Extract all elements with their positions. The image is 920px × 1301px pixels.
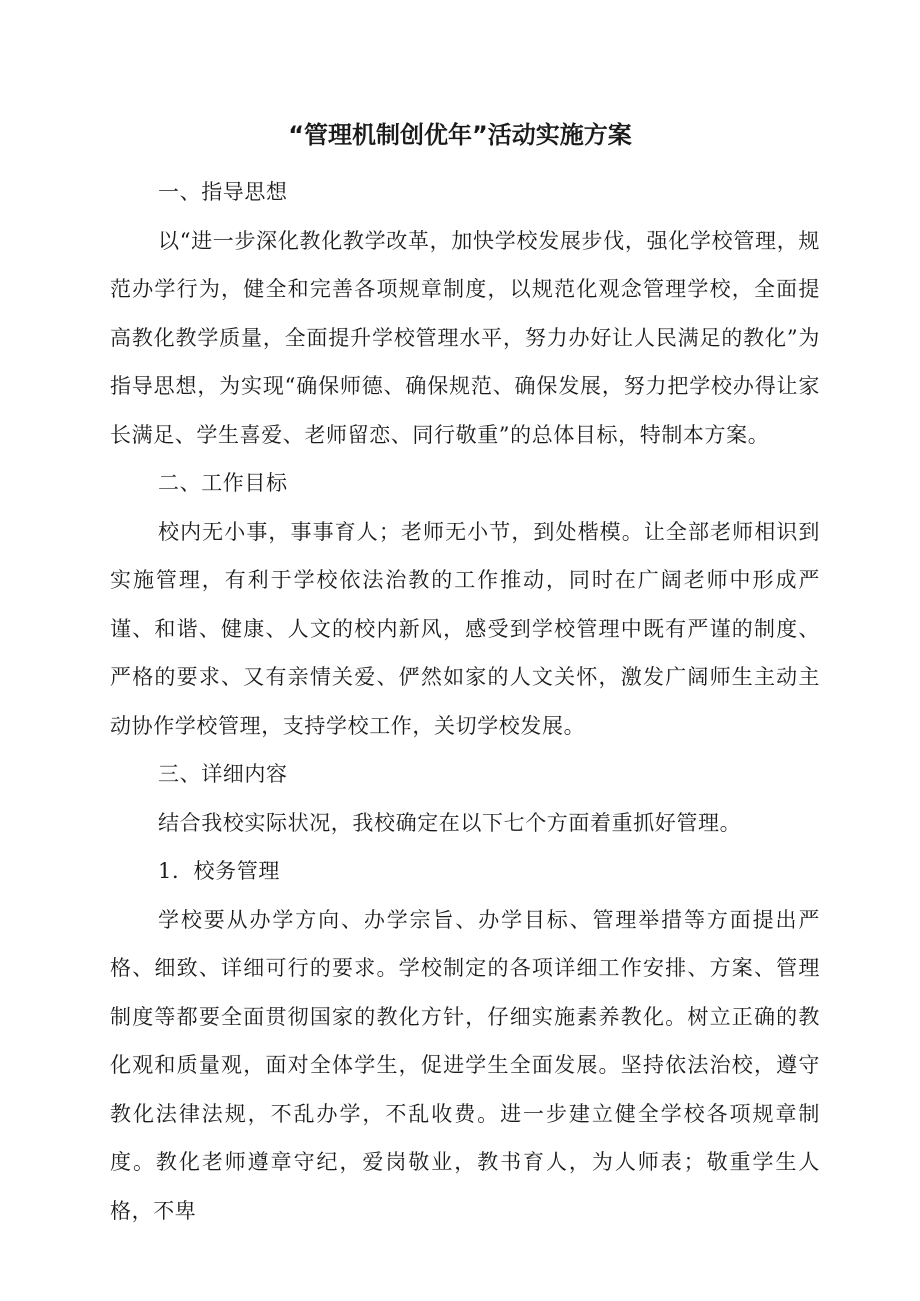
section-heading-work-goals: 二、工作目标 [158, 471, 288, 495]
paragraph-guiding-ideology: 以“进一步深化教化教学改革，加快学校发展步伐，强化学校管理，规范办学行为，健全和完善各项规章制度，以规范化观念管理学校，全面提高教化教学质量，全面提升学校管理水平，努力办好让人民满足的教化”为指导思想，为实现“确保师德、确保规范、确保发展，努力把学校办得让家长满足、学生喜爱、老师留恋、同行敬重”的总体目标，特制本方案。 [110, 228, 820, 447]
document-title: “管理机制创优年”活动实施方案 [288, 121, 632, 149]
section-heading-detailed-content: 三、详细内容 [158, 762, 288, 786]
paragraph-work-goals: 校内无小事，事事育人；老师无小节，到处楷模。让全部老师相识到实施管理，有利于学校依法治教的工作推动，同时在广阔老师中形成严谨、和谐、健康、人文的校内新风，感受到学校管理中既有严谨的制度、严格的要求、又有亲情关爱、俨然如家的人文关怀，激发广阔师生主动主动协作学校管理，支持学校工作，关切学校发展。 [110, 519, 820, 738]
section-heading-guiding-ideology: 一、指导思想 [158, 180, 288, 204]
paragraph-school-affairs: 学校要从办学方向、办学宗旨、办学目标、管理举措等方面提出严格、细致、详细可行的要求。学校制定的各项详细工作安排、方案、管理制度等都要全面贯彻国家的教化方针，仔细实施素养教化。树立正确的教化观和质量观，面对全体学生，促进学生全面发展。坚持依法治校，遵守教化法律法规，不乱办学，不乱收费。进一步建立健全学校各项规章制度。教化老师遵章守纪，爱岗敬业，教书育人，为人师表；敬重学生人格，不卑 [110, 907, 820, 1223]
document-body [110, 168, 820, 1235]
subsection-heading-school-affairs: 1．校务管理 [158, 859, 280, 883]
paragraph-detailed-content: 结合我校实际状况，我校确定在以下七个方面着重抓好管理。 [158, 810, 742, 835]
